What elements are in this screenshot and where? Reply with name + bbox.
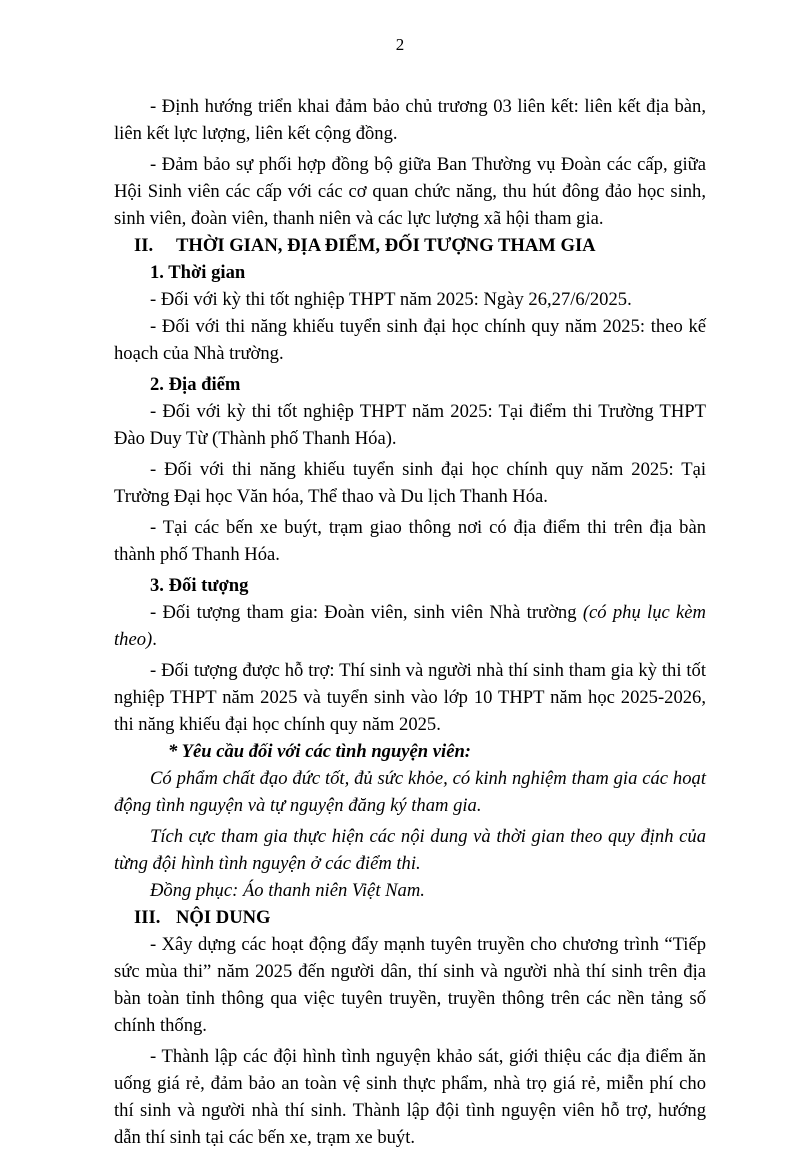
- appendix-note: (có phụ lục kèm theo): [114, 602, 706, 650]
- section-title: NỘI DUNG: [176, 907, 271, 928]
- section-title: THỜI GIAN, ĐỊA ĐIỂM, ĐỐI TƯỢNG THAM GIA: [176, 235, 596, 256]
- section-heading-content: [114, 904, 706, 931]
- subheading-place: 2. Địa điểm: [150, 374, 241, 395]
- place-paragraph: - Đối với kỳ thi tốt nghiệp THPT năm 2025: Tại điểm thi Trường THPT Đào Duy Từ (Thành phố Thanh Hóa).: [114, 401, 706, 449]
- place-paragraph: - Tại các bến xe buýt, trạm giao thông nơi có địa điểm thi trên địa bàn thành phố Thanh Hóa.: [114, 517, 706, 565]
- section-heading-time-place-target: [114, 232, 706, 259]
- target-paragraph: [114, 599, 706, 653]
- content-paragraph: - Xây dựng các hoạt động đẩy mạnh tuyên truyền cho chương trình “Tiếp sức mùa thi” năm 2025 đến người dân, thí sinh và người nhà thí sinh trên địa bàn toàn tỉnh thông qua việc tuyên truyền, truyền thông trên các nền tảng số chính thống.: [114, 934, 706, 1036]
- target-text: - Đối tượng tham gia: Đoàn viên, sinh viên Nhà trường: [150, 602, 583, 623]
- subheading-target: 3. Đối tượng: [150, 575, 249, 596]
- section-number: II.: [134, 235, 154, 256]
- target-text-end: .: [152, 629, 157, 650]
- requirements-paragraph: Tích cực tham gia thực hiện các nội dung và thời gian theo quy định của từng đội hình tình nguyện ở các điểm thi.: [114, 826, 706, 874]
- requirements-paragraph: Có phẩm chất đạo đức tốt, đủ sức khỏe, có kinh nghiệm tham gia các hoạt động tình nguyện và tự nguyện đăng ký tham gia.: [114, 768, 706, 816]
- content-paragraph: - Thành lập các đội hình tình nguyện khảo sát, giới thiệu các địa điểm ăn uống giá rẻ, đảm bảo an toàn vệ sinh thực phẩm, nhà trọ giá rẻ, miễn phí cho thí sinh và người nhà thí sinh. Thành lập đội tình nguyện viên hỗ trợ, hướng dẫn thí sinh tại các bến xe, trạm xe buýt.: [114, 1046, 706, 1148]
- time-paragraph: - Đối với kỳ thi tốt nghiệp THPT năm 2025: Ngày 26,27/6/2025.: [150, 289, 632, 310]
- subheading-time: 1. Thời gian: [150, 262, 246, 283]
- intro-paragraph: - Đảm bảo sự phối hợp đồng bộ giữa Ban Thường vụ Đoàn các cấp, giữa Hội Sinh viên các cấp với các cơ quan chức năng, thu hút đông đảo học sinh, sinh viên, đoàn viên, thanh niên và các lực lượng xã hội tham gia.: [114, 154, 706, 229]
- document-body: [114, 93, 706, 1151]
- requirements-paragraph: Đồng phục: Áo thanh niên Việt Nam.: [150, 880, 425, 901]
- page-number: 2: [395, 35, 405, 54]
- requirements-heading: * Yêu cầu đối với các tình nguyện viên:: [168, 741, 471, 762]
- target-paragraph: - Đối tượng được hỗ trợ: Thí sinh và người nhà thí sinh tham gia kỳ thi tốt nghiệp THPT năm 2025 và tuyển sinh vào lớp 10 THPT năm học 2025-2026, thi năng khiếu đại học chính quy năm 2025.: [114, 660, 706, 735]
- time-paragraph: - Đối với thi năng khiếu tuyển sinh đại học chính quy năm 2025: theo kế hoạch của Nhà trường.: [114, 316, 706, 364]
- section-number: III.: [134, 907, 161, 928]
- place-paragraph: - Đối với thi năng khiếu tuyển sinh đại học chính quy năm 2025: Tại Trường Đại học Văn hóa, Thể thao và Du lịch Thanh Hóa.: [114, 459, 706, 507]
- intro-paragraph: - Định hướng triển khai đảm bảo chủ trương 03 liên kết: liên kết địa bàn, liên kết lực lượng, liên kết cộng đồng.: [114, 96, 706, 144]
